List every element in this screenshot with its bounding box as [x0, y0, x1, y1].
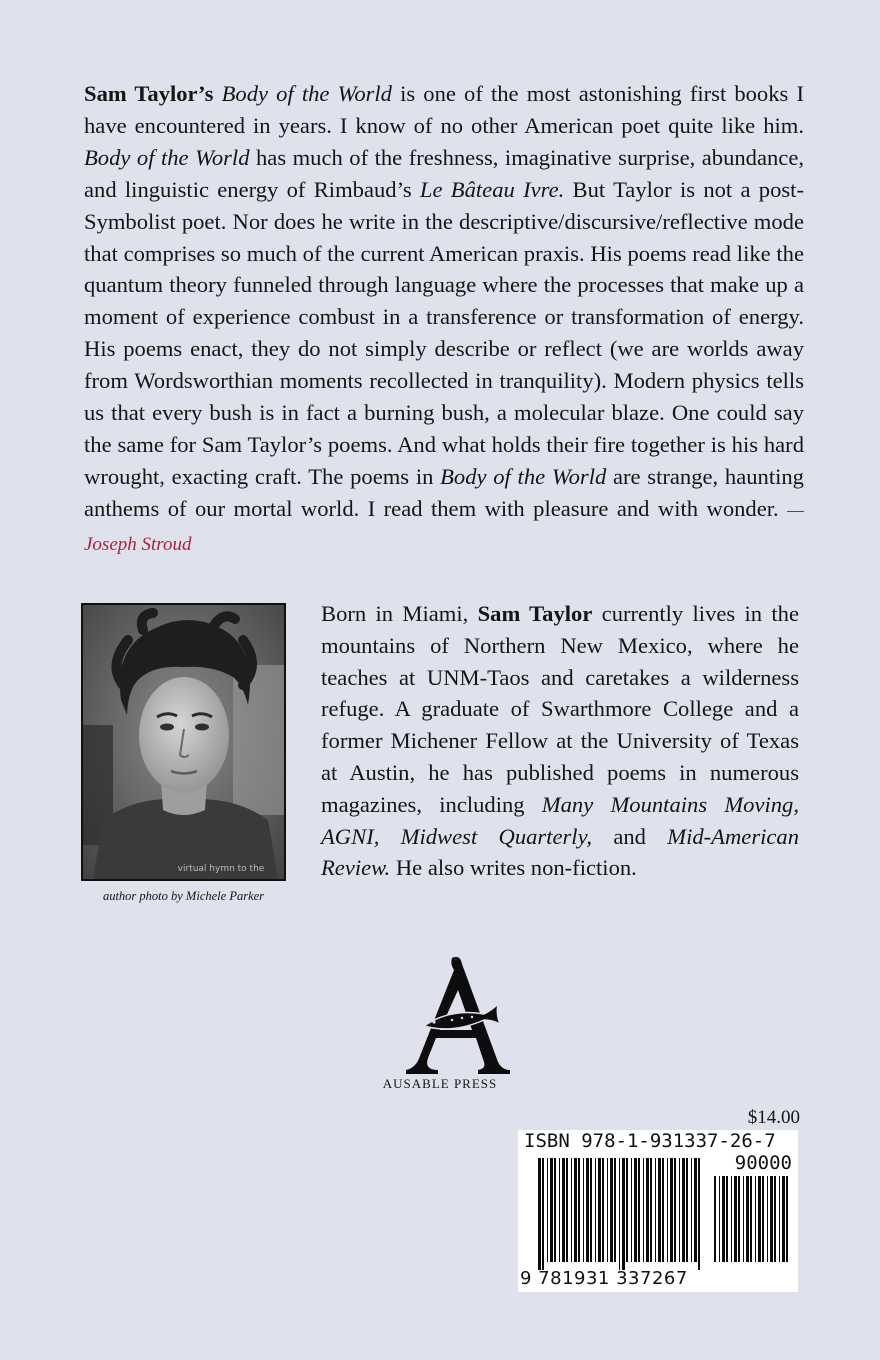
barcode-bar: [770, 1176, 773, 1262]
blurb-rimbaud-title: Le Bâteau Ivre.: [419, 176, 565, 202]
barcode-bar: [722, 1176, 725, 1262]
barcode-bar: [583, 1158, 584, 1262]
barcode-bar: [731, 1176, 732, 1262]
bio-author-name: Sam Taylor: [477, 601, 593, 626]
barcode-bar: [658, 1158, 661, 1262]
author-photo-image: [83, 605, 284, 879]
barcode-bar: [547, 1158, 548, 1262]
blurb-attribution: —Joseph Stroud: [84, 499, 804, 555]
blurb-text-4: are strange, haunting anthems of our mortal world. I read them with pleasure and with wonder.: [84, 463, 804, 521]
barcode-bar: [550, 1158, 553, 1262]
barcode-bar: [714, 1176, 716, 1262]
barcode-bar: [638, 1158, 640, 1262]
barcode-bar: [750, 1176, 752, 1262]
author-bio: [321, 598, 799, 884]
barcode-bar: [607, 1158, 608, 1262]
barcode-bar: [758, 1176, 761, 1262]
barcode-bar: [622, 1158, 625, 1270]
barcode-bar: [694, 1158, 697, 1262]
barcode-bar: [631, 1158, 632, 1262]
bio-text-4: He also writes non-fiction.: [390, 855, 637, 881]
barcode-bar: [767, 1176, 768, 1262]
barcode-bar: [590, 1158, 592, 1262]
isbn-barcode: [518, 1130, 798, 1292]
blurb-book-title: Body of the World: [221, 81, 392, 106]
barcode-bar: [670, 1158, 673, 1262]
barcode-bar: [686, 1158, 688, 1262]
blurb-book-title-3: Body of the World: [440, 463, 607, 489]
bio-text-3: and: [592, 823, 668, 849]
barcode-bar: [559, 1158, 560, 1262]
barcode-bar: [679, 1158, 680, 1262]
barcode-bar: [554, 1158, 556, 1262]
bio-magazines: Many Mountains Moving, AGNI, Midwest Quarterly,: [321, 791, 800, 849]
barcode-bar: [674, 1158, 676, 1262]
shirt-text: virtual hymn to the: [177, 864, 265, 874]
barcode-bar: [662, 1158, 664, 1262]
blurb-text-3: But Taylor is not a post-Symbolist poet. Nor does he write in the descriptive/discursive/reflective mode that comprises so much of the current American praxis. His poems read like the quantum theory funneled through language where the processes that make up a moment of experience combust in a transference or transformation of energy. His poems enact, they do not simply describe or reflect (we are worlds away from Wordsworthian moments recollected in tranquility). Modern physics tells us that every bush is in fact a burning bush, a molecular blaze. One could say the same for Sam Taylor’s poems. And what holds their fire together is his hard wrought, exacting craft. The poems in: [84, 176, 804, 489]
blurb-author-name: Sam Taylor’s: [84, 81, 214, 106]
bio-mid-american-review: Mid-American Review.: [321, 823, 800, 881]
barcode-bar: [598, 1158, 601, 1262]
barcode-bar: [650, 1158, 652, 1262]
barcode-bar: [786, 1176, 788, 1262]
barcode-bar: [634, 1158, 637, 1262]
barcode-bar: [646, 1158, 649, 1262]
blurb-book-title-2: Body of the World: [84, 144, 250, 170]
price: $14.00: [747, 1107, 800, 1128]
barcode-bar: [571, 1158, 572, 1262]
barcode-bar: [643, 1158, 644, 1262]
barcode-bar: [719, 1176, 720, 1262]
photo-caption: author photo by Michele Parker: [102, 889, 265, 903]
barcode-main-bars: [538, 1158, 702, 1270]
barcode-bar: [667, 1158, 668, 1262]
barcode-bar: [734, 1176, 737, 1262]
barcode-bar: [782, 1176, 785, 1262]
review-blurb: [84, 78, 804, 561]
barcode-bar: [698, 1158, 700, 1270]
barcode-bar: [602, 1158, 604, 1262]
barcode-bar: [726, 1176, 728, 1262]
barcode-bar: [578, 1158, 580, 1262]
barcode-bar: [655, 1158, 656, 1262]
barcode-bar: [691, 1158, 692, 1262]
barcode-bar: [610, 1158, 613, 1262]
barcode-bar: [755, 1176, 756, 1262]
barcode-bar: [746, 1176, 749, 1262]
barcode-bar: [774, 1176, 776, 1262]
bio-text-1: Born in Miami,: [321, 601, 478, 626]
barcode-bar: [586, 1158, 589, 1262]
blurb-text-2: has much of the freshness, imaginative surprise, abundance, and linguistic energy of Rimbaud’s: [84, 144, 804, 202]
barcode-bar: [574, 1158, 577, 1262]
barcode-digits: 9 781931 337267: [520, 1268, 688, 1289]
barcode-bar: [562, 1158, 565, 1262]
barcode-bar: [682, 1158, 685, 1262]
barcode-bar: [743, 1176, 744, 1262]
barcode-bar: [566, 1158, 568, 1262]
barcode-addon-bars: [714, 1176, 792, 1270]
bio-text-2: currently lives in the mountains of Northern New Mexico, where he teaches at UNM-Taos and caretakes a wilderness refuge. A graduate of Swarthmore College and a former Michener Fellow at the University of Texas at Austin, he has published poems in numerous magazines, including: [321, 601, 799, 817]
author-photo: [81, 603, 286, 881]
isbn-label: ISBN 978-1-931337-26-7: [524, 1130, 776, 1152]
barcode-bar: [738, 1176, 740, 1262]
barcode-bar: [762, 1176, 764, 1262]
barcode-bar: [542, 1158, 544, 1270]
barcode-addon-code: 90000: [734, 1152, 792, 1174]
blurb-text-1: is one of the most astonishing first books I have encountered in years. I know of no other American poet quite like him.: [84, 81, 804, 138]
barcode-bar: [538, 1158, 541, 1270]
barcode-bar: [619, 1158, 620, 1270]
publisher-name: AUSABLE PRESS: [382, 1076, 498, 1091]
barcode-bar: [779, 1176, 780, 1262]
barcode-bar: [614, 1158, 616, 1262]
barcode-bar: [626, 1158, 628, 1262]
barcode-bar: [595, 1158, 596, 1262]
